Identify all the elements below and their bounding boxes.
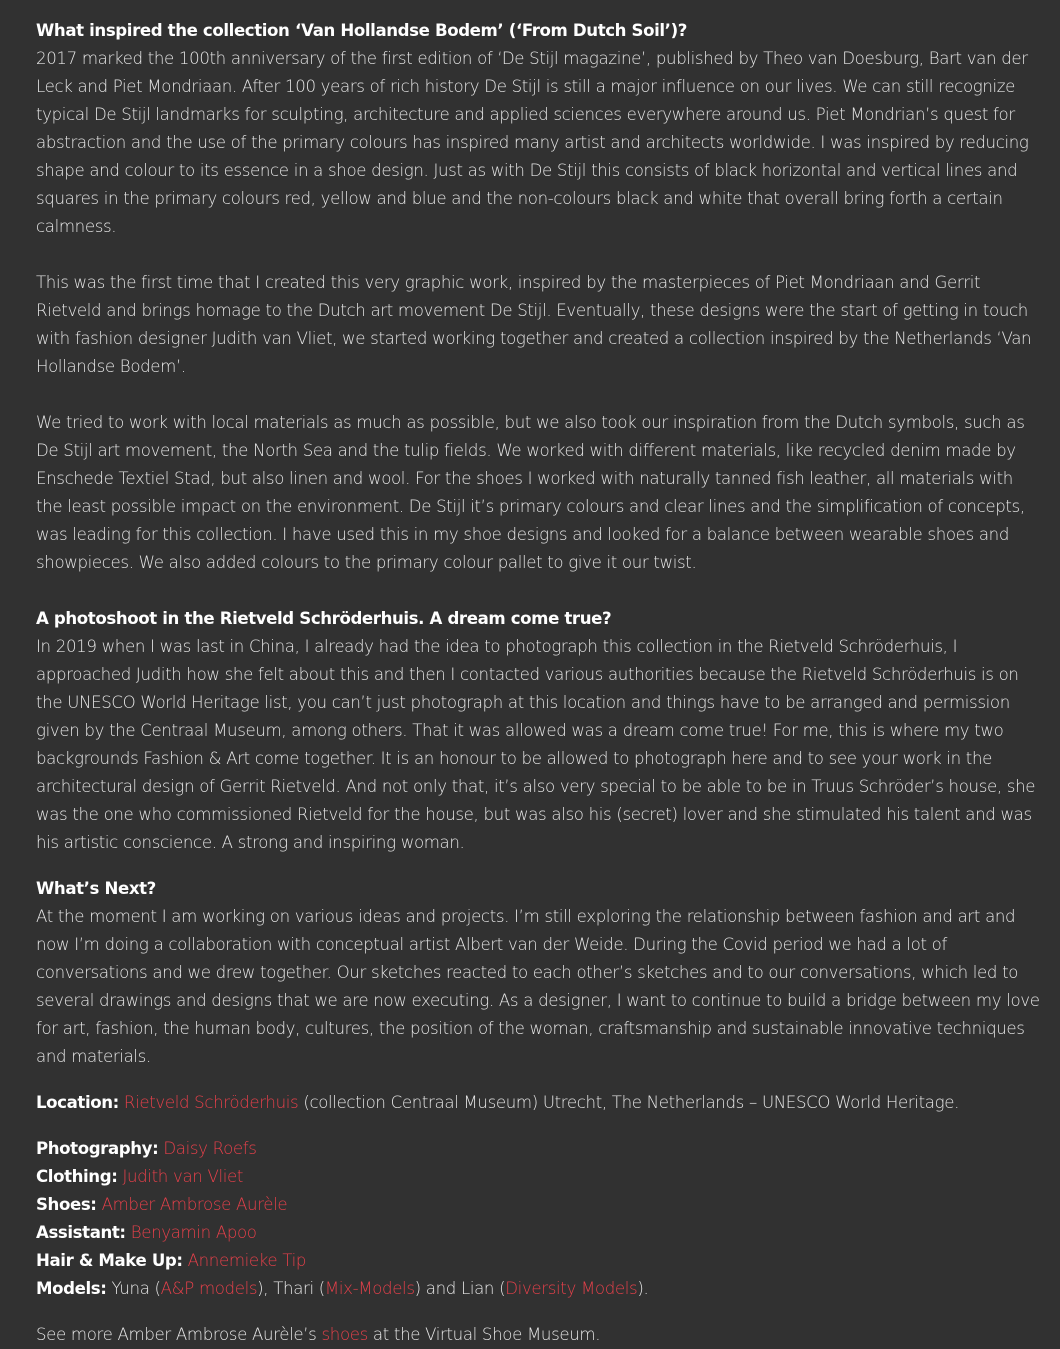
section-photoshoot bbox=[36, 605, 1040, 857]
model-agency-link[interactable]: Mix-Models bbox=[324, 1279, 415, 1298]
paragraph-text: In 2019 when I was last in China, I already had the idea to photograph this collection in the Rietveld Schröderhuis, I approached Judith how she felt about this and then I contacted various authorities because the Rietveld Schröderhuis is on the UNESCO World Heritage list, you can’t just photograph at this location and things have to be arranged and permission given by the Centraal Museum, among others. That it was allowed was a dream come true! For me, this is where my two backgrounds Fashion & Art come together. It is an honour to be allowed to photograph here and to see your work in the architectural design of Gerrit Rietveld. And not only that, it’s also very special to be able to be in Truus Schröder’s house, she was the one who commissioned Rietveld for the house, but was also his (secret) lover and she stimulated his talent and was his artistic conscience. A strong and inspiring woman. bbox=[36, 637, 1036, 852]
credits-block bbox=[36, 1135, 1040, 1303]
section-inspiration bbox=[36, 17, 1040, 241]
models-text: ), Thari ( bbox=[257, 1279, 325, 1298]
paragraph-text: At the moment I am working on various ideas and projects. I’m still exploring the relationship between fashion and art and now I’m doing a collaboration with conceptual artist Albert van der Weide. During the Covid period we had a lot of conversations and we drew together. Our sketches reacted to each other’s sketches and to our conversations, which led to several drawings and designs that we are now executing. As a designer, I want to continue to build a bridge between my love for art, fashion, the human body, cultures, the position of the woman, craftsmanship and sustainable innovative techniques and materials. bbox=[36, 907, 1040, 1066]
assistant-label: Assistant: bbox=[36, 1223, 126, 1242]
hair-makeup-link[interactable]: Annemieke Tip bbox=[187, 1251, 307, 1270]
photography-label: Photography: bbox=[36, 1139, 159, 1158]
question-heading: What’s Next? bbox=[36, 879, 156, 898]
paragraph-text: We tried to work with local materials as much as possible, but we also took our inspiration from the Dutch symbols, such as De Stijl art movement, the North Sea and the tulip fields. We worked with different materials, like recycled denim made by Enschede Textiel Stad, but also linen and wool. For the shoes I worked with naturally tanned fish leather, all materials with the least possible impact on the environment. De Stijl it’s primary colours and clear lines and the simplification of concepts, was leading for this collection. I have used this in my shoe designs and looked for a balance between wearable shoes and showpieces. We also added colours to the primary colour pallet to give it our twist. bbox=[36, 413, 1025, 572]
location-label: Location: bbox=[36, 1093, 119, 1112]
clothing-link[interactable]: Judith van Vliet bbox=[122, 1167, 243, 1186]
paragraph bbox=[36, 409, 1040, 577]
model-agency-link[interactable]: A&P models bbox=[160, 1279, 258, 1298]
paragraph-text: 2017 marked the 100th anniversary of the first edition of ‘De Stijl magazine’, published by Theo van Doesburg, Bart van der Leck and Piet Mondriaan. After 100 years of rich history De Stijl is still a major influence on our lives. We can still recognize typical De Stijl landmarks for sculpting, architecture and applied sciences everywhere around us. Piet Mondrian’s quest for abstraction and the use of the primary colours has inspired many artist and architects worldwide. I was inspired by reducing shape and colour to its essence in a shoe design. Just as with De Stijl this consists of black horizontal and vertical lines and squares in the primary colours red, yellow and blue and the non-colours black and white that overall bring forth a certain calmness. bbox=[36, 49, 1029, 236]
footer-text: See more Amber Ambrose Aurèle’s bbox=[36, 1325, 322, 1344]
clothing-label: Clothing: bbox=[36, 1167, 118, 1186]
question-heading: What inspired the collection ‘Van Hollandse Bodem’ (‘From Dutch Soil’)? bbox=[36, 21, 687, 40]
footer-line bbox=[36, 1321, 1040, 1349]
models-text: ). bbox=[637, 1279, 649, 1298]
location-link[interactable]: Rietveld Schröderhuis bbox=[123, 1093, 299, 1112]
location-text: (collection Centraal Museum) Utrecht, The Netherlands – UNESCO World Heritage. bbox=[298, 1093, 960, 1112]
footer-text: at the Virtual Shoe Museum. bbox=[367, 1325, 601, 1344]
paragraph-text: This was the first time that I created this very graphic work, inspired by the masterpieces of Piet Mondriaan and Gerrit Rietveld and brings homage to the Dutch art movement De Stijl. Eventually, these designs were the start of getting in touch with fashion designer Judith van Vliet, we started working together and created a collection inspired by the Netherlands ‘Van Hollandse Bodem’. bbox=[36, 273, 1032, 376]
shoes-designer-link[interactable]: Amber Ambrose Aurèle bbox=[101, 1195, 288, 1214]
photography-link[interactable]: Daisy Roefs bbox=[163, 1139, 257, 1158]
paragraph bbox=[36, 269, 1040, 381]
section-whats-next bbox=[36, 875, 1040, 1071]
models-label: Models: bbox=[36, 1279, 107, 1298]
assistant-link[interactable]: Benyamin Apoo bbox=[130, 1223, 257, 1242]
models-text: ) and Lian ( bbox=[414, 1279, 506, 1298]
models-text: Yuna ( bbox=[106, 1279, 161, 1298]
model-agency-link[interactable]: Diversity Models bbox=[505, 1279, 638, 1298]
shoes-label: Shoes: bbox=[36, 1195, 97, 1214]
question-heading: A photoshoot in the Rietveld Schröderhuis. A dream come true? bbox=[36, 609, 612, 628]
shoes-link[interactable]: shoes bbox=[321, 1325, 368, 1344]
hair-makeup-label: Hair & Make Up: bbox=[36, 1251, 183, 1270]
location-line bbox=[36, 1089, 1040, 1117]
